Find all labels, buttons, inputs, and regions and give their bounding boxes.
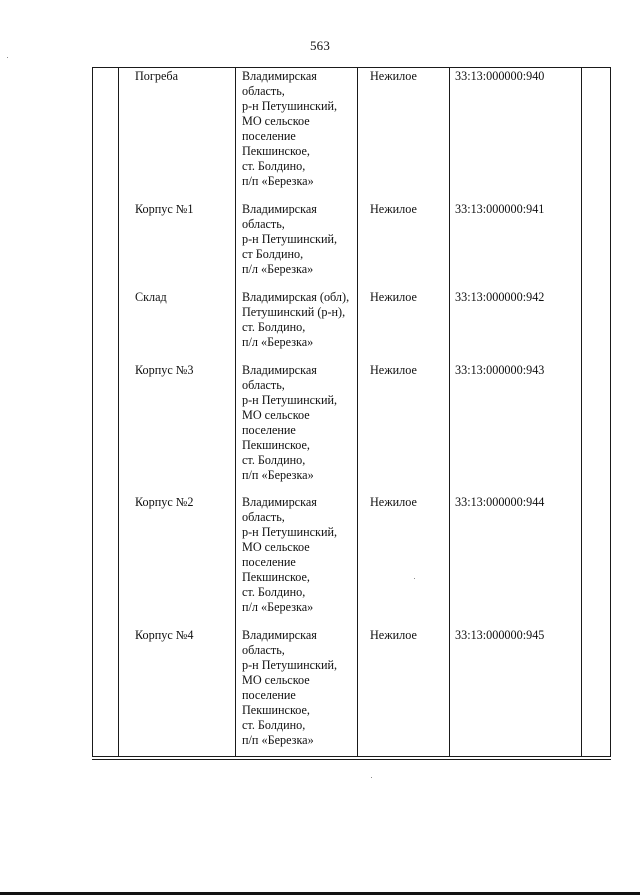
object-name: Склад <box>135 290 167 304</box>
object-name: Корпус №2 <box>135 495 194 509</box>
cadastral-number: 33:13:000000:942 <box>455 290 545 304</box>
column-divider <box>235 68 236 756</box>
scan-speck <box>7 57 8 58</box>
object-type: Нежилое <box>370 69 417 83</box>
object-name: Корпус №3 <box>135 363 194 377</box>
object-name: Корпус №4 <box>135 628 194 642</box>
column-divider <box>357 68 358 756</box>
cadastral-number: 33:13:000000:943 <box>455 363 545 377</box>
property-table <box>92 67 611 757</box>
object-address: Владимирская область, р-н Петушинский, МО сельское поселение Пекшинское, ст. Болдино, п/л «Березка» <box>242 495 338 614</box>
object-type: Нежилое <box>370 628 417 642</box>
page-number: 563 <box>309 38 331 53</box>
scan-speck <box>371 777 372 778</box>
table-bottom-rule <box>92 759 611 760</box>
object-type: Нежилое <box>370 202 417 216</box>
object-address: Владимирская область, р-н Петушинский, МО сельское поселение Пекшинское, ст. Болдино, п/п «Березка» <box>242 628 338 747</box>
cadastral-number: 33:13:000000:941 <box>455 202 545 216</box>
cadastral-number: 33:13:000000:945 <box>455 628 545 642</box>
object-name: Корпус №1 <box>135 202 194 216</box>
object-name: Погреба <box>135 69 179 83</box>
column-divider <box>581 68 582 756</box>
cadastral-number: 33:13:000000:940 <box>455 69 545 83</box>
scan-speck <box>414 578 415 579</box>
object-address: Владимирская область, р-н Петушинский, МО сельское поселение Пекшинское, ст. Болдино, п/п «Березка» <box>242 363 338 482</box>
object-address: Владимирская область, р-н Петушинский, ст Болдино, п/л «Березка» <box>242 202 338 276</box>
object-type: Нежилое <box>370 363 417 377</box>
cadastral-number: 33:13:000000:944 <box>455 495 545 509</box>
column-divider <box>449 68 450 756</box>
object-address: Владимирская область, р-н Петушинский, МО сельское поселение Пекшинское, ст. Болдино, п/п «Березка» <box>242 69 338 188</box>
object-address: Владимирская (обл), Петушинский (р-н), ст. Болдино, п/л «Березка» <box>242 290 350 349</box>
object-type: Нежилое <box>370 495 417 509</box>
column-divider <box>118 68 119 756</box>
object-type: Нежилое <box>370 290 417 304</box>
